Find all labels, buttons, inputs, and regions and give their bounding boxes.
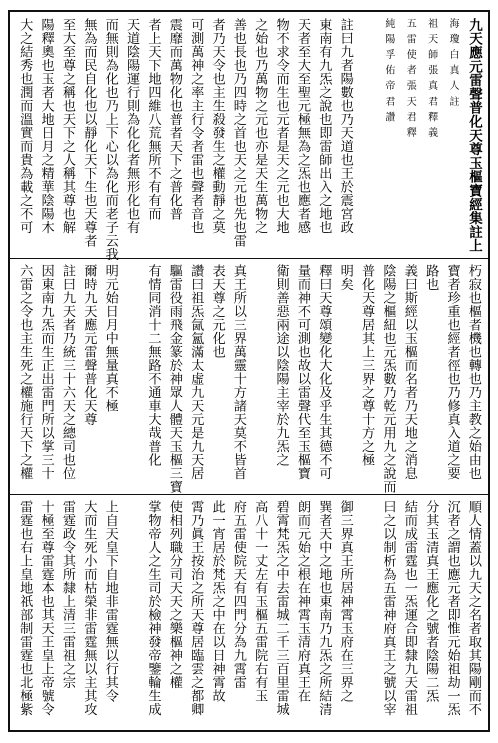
text-column — [249, 264, 270, 490]
column-text: 者乃天令也主生殺發生之權動靜之莫 — [209, 18, 225, 234]
text-column — [185, 18, 206, 254]
column-text: 至大至尊之稱也天下之人稱其尊也解 — [60, 18, 75, 234]
text-column — [463, 500, 484, 728]
text-column — [377, 264, 398, 494]
text-column — [121, 18, 142, 254]
text-column — [78, 500, 99, 728]
text-column — [249, 18, 270, 254]
text-column — [313, 18, 334, 254]
column-text: 大之結秀也潤而溫實而貴為載之不可 — [17, 18, 33, 234]
column-text: 明矣 — [337, 264, 353, 291]
text-column — [142, 264, 163, 490]
text-column — [463, 264, 484, 490]
text-column — [420, 500, 441, 728]
column-text: 善也長也乃四時之首也天之元也先也雷 — [230, 18, 246, 248]
text-column — [78, 264, 99, 490]
column-text: 衛則善惡兩途以陰陽主宰於九炁之 — [273, 264, 289, 467]
panel-divider-1 — [10, 258, 488, 259]
column-text: 朗而元始之根在神霄玉清府真王在 — [295, 500, 310, 703]
text-column — [57, 18, 78, 254]
text-column — [228, 264, 249, 490]
text-column — [99, 264, 120, 490]
column-text: 而無則為化也乃上下心以為化而老子云我 — [102, 18, 118, 261]
column-text: 東南有九炁之說也即雷師出入之地也 — [316, 18, 332, 234]
column-text: 明元始日月中無量真不極 — [102, 264, 118, 413]
text-column — [142, 500, 163, 728]
text-column — [270, 18, 291, 254]
column-text: 可測萬神之率主行令者雷也聲者音也 — [188, 18, 204, 234]
panel-middle — [10, 264, 488, 494]
text-column — [334, 500, 355, 728]
column-text: 碧霄梵炁之中去雷城二千三百里雷城 — [273, 500, 289, 716]
text-column — [142, 18, 163, 254]
text-column — [35, 18, 56, 254]
text-column — [313, 264, 334, 490]
column-text: 驅雷役雨飛金篆於神眾人體天玉樞三寶 — [166, 264, 182, 494]
text-column — [35, 264, 56, 490]
column-text: 天者至大至聖元極無為之炁也應者感 — [295, 18, 310, 234]
text-column — [270, 500, 291, 728]
text-column — [121, 264, 142, 490]
text-column — [57, 500, 78, 728]
text-column — [206, 18, 227, 254]
text-column — [399, 500, 420, 728]
text-column — [420, 18, 441, 254]
text-column — [185, 264, 206, 490]
column-text: 有情同消十二無路不通車大哉普化 — [145, 264, 161, 467]
column-text: 雷霆政令其所隸上清三雷祖之宗 — [60, 500, 75, 689]
text-column — [334, 264, 355, 490]
column-text: 府五雷使院天有四門分為九霄雷 — [230, 500, 246, 689]
text-column — [14, 500, 35, 728]
column-text: 五雷使者張天君釋 — [404, 18, 416, 143]
column-text: 無為而民自化也以靜化天下生也天尊者 — [81, 18, 97, 248]
text-column — [399, 264, 420, 490]
text-column — [14, 18, 35, 254]
scripture-page — [8, 10, 490, 732]
text-column — [292, 18, 313, 254]
column-text: 順人情蓋以九天之名者取其陽剛而不 — [465, 500, 481, 716]
column-text: 曰之以制析為五雷神府真王之號以宰 — [380, 500, 396, 716]
column-text: 結而成雷霆也一炁運合即隸九天雷祖 — [401, 500, 417, 716]
column-text: 寶者珍重也經者徑也乃修真入道之要 — [444, 264, 460, 480]
column-text: 真王所以三界萬靈十方諸天莫不皆首 — [230, 264, 246, 480]
column-text: 義曰斯經以玉樞而名者乃天地之消息 — [401, 264, 417, 480]
text-column — [313, 500, 334, 728]
column-text: 高八十一丈左有玉樞五雷院右有玉 — [252, 500, 268, 703]
column-text: 陰陽之樞紐也元炁數乃乾元用九之說而 — [380, 264, 396, 494]
panel-lower — [10, 500, 488, 728]
text-column — [228, 500, 249, 728]
column-text: 因東南九炁而生正出雷門所以掌三十 — [38, 264, 54, 480]
column-text: 路也 — [423, 264, 439, 291]
column-text: 者上天下地四維八荒無所不有有而 — [145, 18, 161, 221]
column-text: 海瓊白真人註 — [446, 18, 458, 112]
column-text: 天道陰陽運行則為化化者無形化也有 — [124, 18, 140, 234]
column-text: 之始也乃萬物之元也亦是天生萬物之 — [252, 18, 268, 234]
text-column — [228, 18, 249, 254]
text-column — [292, 500, 313, 728]
column-text: 陽釋奧也玉者大地日月之精華陰陽木 — [38, 18, 54, 234]
text-column — [334, 18, 355, 254]
column-text: 十極至尊雷霆本也其天王皇上帝號令 — [38, 500, 54, 716]
text-column — [164, 18, 185, 254]
panel-divider-2 — [10, 494, 488, 495]
column-text: 物不求令而生也元者是天之元也大地 — [273, 18, 289, 234]
column-text: 使相列職分司天天之樂樞神之權 — [166, 500, 182, 689]
text-column — [441, 264, 462, 490]
text-column — [164, 264, 185, 494]
scripture-title: 九天應元雷聲普化天尊玉樞寶經集註上 — [466, 18, 483, 253]
text-column — [35, 500, 56, 728]
text-column — [441, 500, 462, 728]
column-text: 純陽孚佑帝君讚 — [382, 18, 394, 128]
text-column — [164, 500, 185, 728]
text-column — [121, 500, 142, 728]
text-column — [99, 500, 120, 728]
column-text: 御三界真王所居神霄玉府在三界之 — [337, 500, 353, 703]
column-text: 霄乃眞王按治之所天尊居臨雲之都卿 — [188, 500, 204, 716]
column-text: 朽寂也樞者機也轉也乃主教之始由也 — [465, 264, 481, 480]
text-column — [377, 500, 398, 728]
text-column — [356, 500, 377, 728]
column-text: 普化天尊居其上三界之尊十方之極 — [359, 264, 375, 467]
text-column — [185, 500, 206, 728]
column-text: 沉者之謂也應元者即惟元始祖劫一炁 — [444, 500, 460, 716]
text-column — [463, 18, 484, 254]
column-text: 掌物帝人之生司於檢神發帝鑒輪生成 — [145, 500, 161, 716]
column-text: 釋曰天尊頌變化大化及乎生其德不可 — [316, 264, 332, 480]
panel-upper — [10, 18, 488, 261]
text-column — [57, 264, 78, 490]
text-column — [249, 500, 270, 728]
column-text: 上自天皇下自地非雷霆無以行其令 — [102, 500, 118, 703]
text-column — [99, 18, 120, 261]
text-column — [206, 500, 227, 728]
column-text: 註曰九天者乃統三十六天之總司也位 — [60, 264, 75, 480]
text-column — [270, 264, 291, 490]
text-column — [14, 264, 35, 490]
text-column — [399, 18, 420, 254]
text-column — [356, 264, 377, 490]
column-text: 大而生死小而枯榮非雷霆無以主其攻 — [81, 500, 97, 716]
column-text: 此一宵居於梵炁之中在以日神霄故 — [209, 500, 225, 703]
column-text: 分其玉清真王應化之號者陰陽二炁 — [423, 500, 439, 703]
text-column — [377, 18, 398, 254]
text-column — [206, 264, 227, 490]
column-text: 巽者天中之地也東南乃九炁之所結清 — [316, 500, 332, 716]
column-text: 震靡而萬物化也普者天下之普化普 — [166, 18, 182, 221]
text-column — [441, 18, 462, 254]
column-text: 爾時九天應元雷聲普化天尊 — [81, 264, 97, 426]
column-text: 雷霆也右上皇地祇部制雷霆也北極紫 — [17, 500, 33, 716]
text-column — [292, 264, 313, 490]
text-column — [78, 18, 99, 254]
column-text: 量而神不可測也故以雷聲代至玉樞寶 — [295, 264, 310, 480]
column-text: 表天尊之元化也 — [209, 264, 225, 359]
text-column — [356, 18, 377, 254]
text-column — [420, 264, 441, 490]
column-text: 六雷之令也主生死之權施行天下之權 — [17, 264, 33, 480]
column-text: 讚曰祖炁氤氳滿太虛九天元是九天居 — [188, 264, 204, 480]
column-text: 祖天師張真君釋義 — [425, 18, 437, 143]
column-text: 註曰九者陽數也乃天道也王於震宮政 — [337, 18, 353, 234]
